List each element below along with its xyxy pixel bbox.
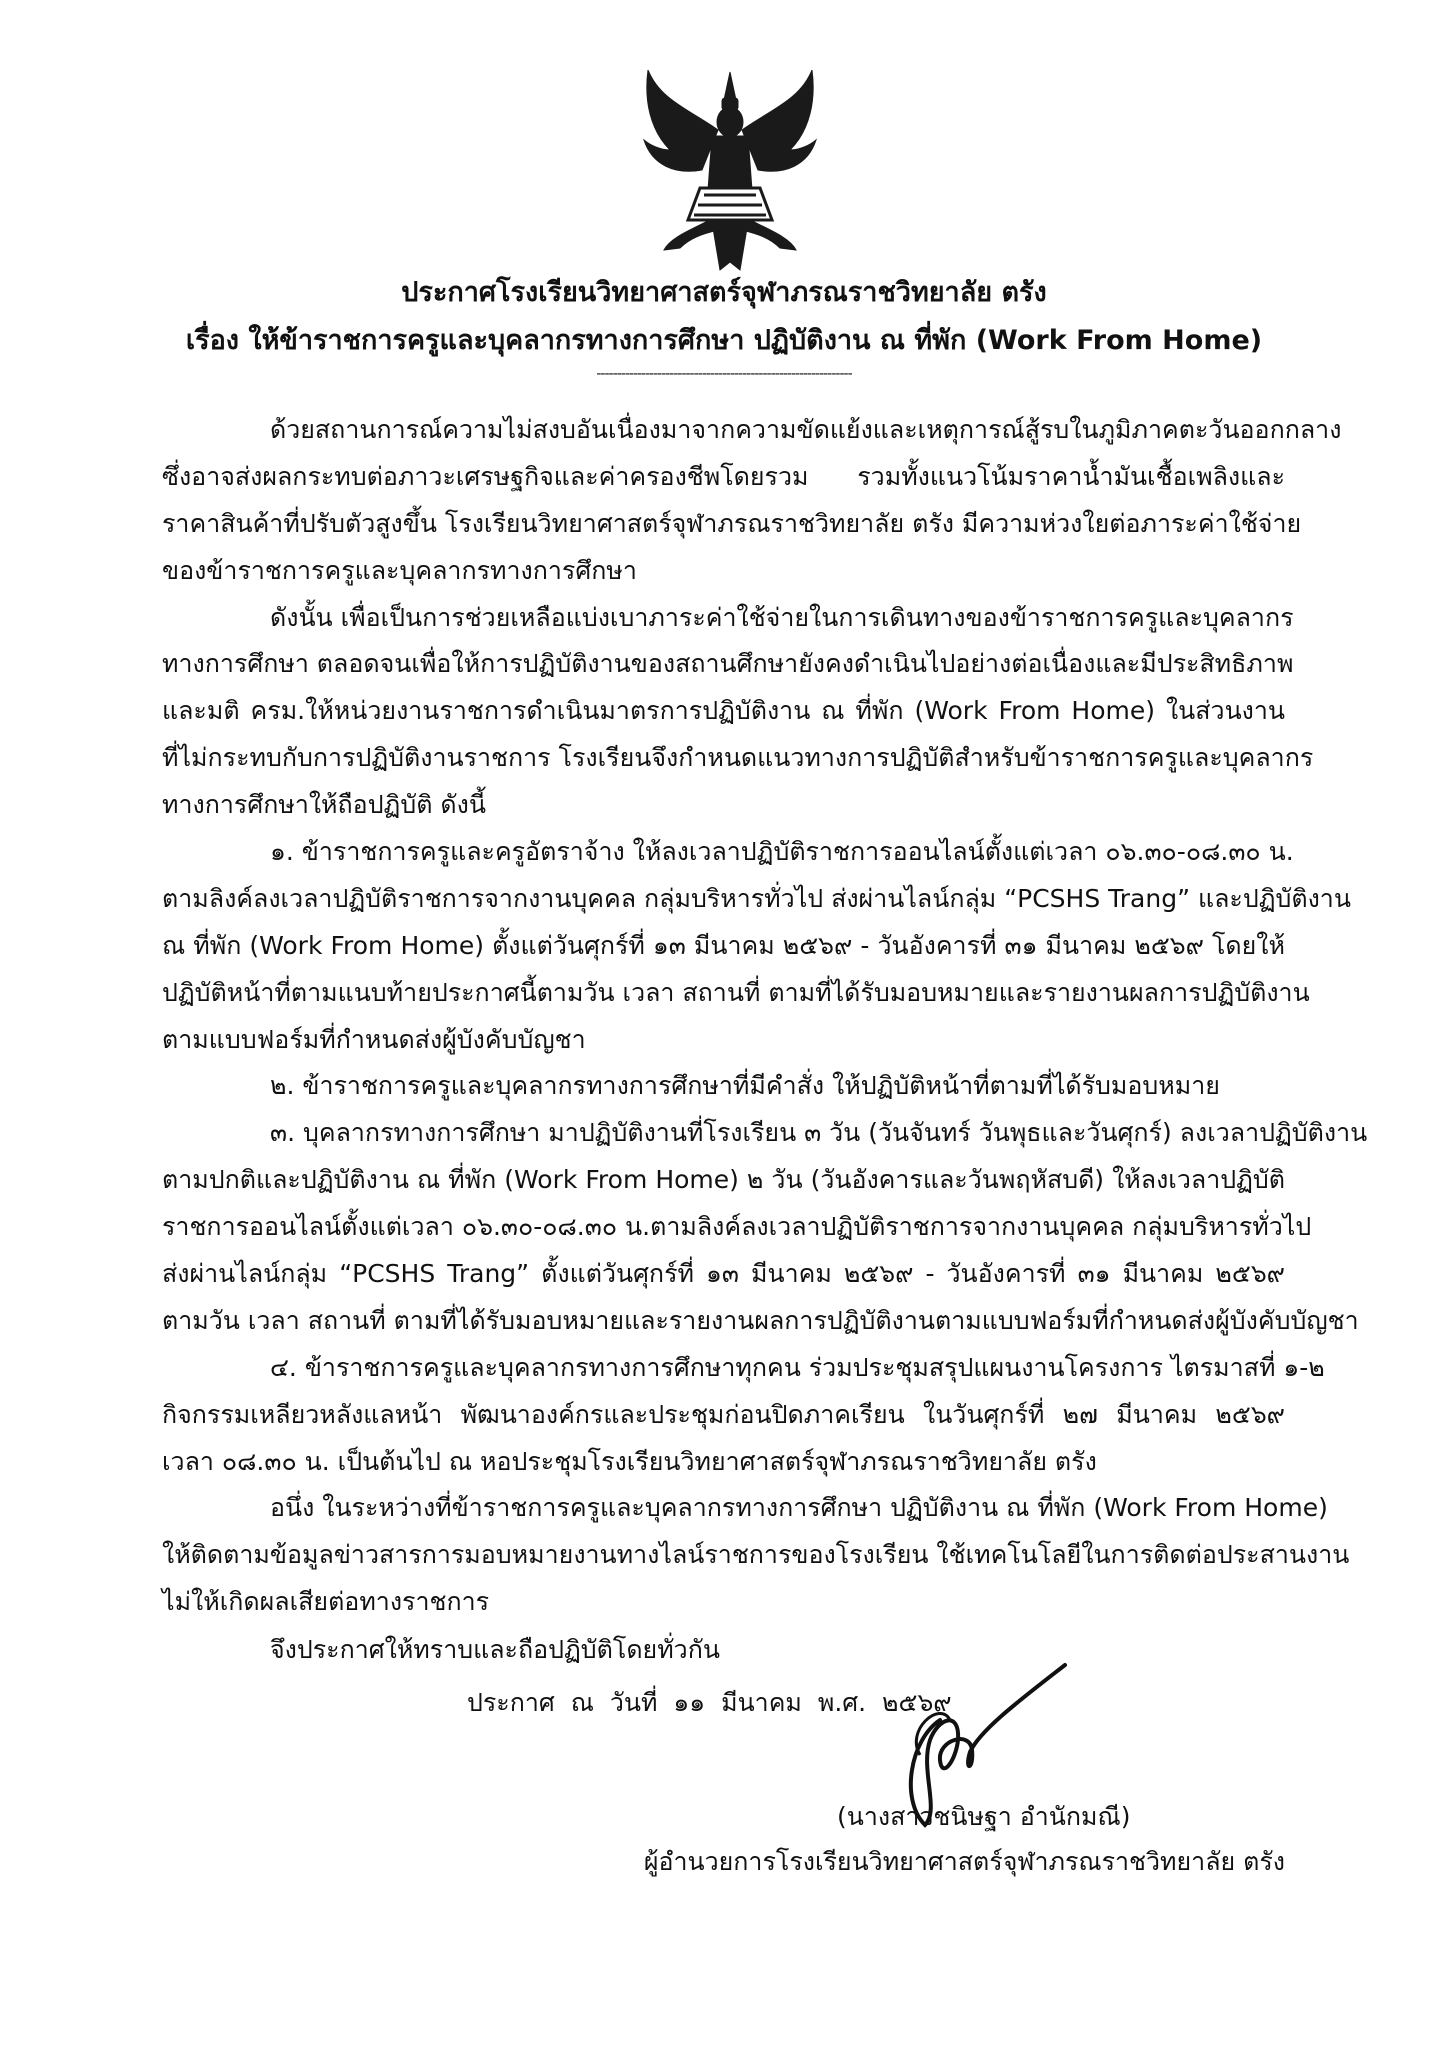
announcement-subject: เรื่อง ให้ข้าราชการครูและบุคลากรทางการศึกษา ปฏิบัติงาน ณ ที่พัก (Work From Home) xyxy=(185,325,1263,356)
body-line: ๓. บุคลากรทางการศึกษา มาปฏิบัติงานที่โรงเรียน ๓ วัน (วันจันทร์ วันพุธและวันศุกร์) ลงเวลาปฏิบัติงาน xyxy=(270,1118,1368,1148)
body-line: ตามปกติและปฏิบัติงาน ณ ที่พัก (Work From Home) ๒ วัน (วันอังคารและวันพฤหัสบดี) ให้ลงเวลาปฏิบัติ xyxy=(162,1165,1285,1195)
announcement-body xyxy=(162,407,1368,1626)
body-line: ราคาสินค้าที่ปรับตัวสูงขึ้น โรงเรียนวิทยาศาสตร์จุฬาภรณราชวิทยาลัย ตรัง มีความห่วงใยต่อภาระค่าใช้จ่าย xyxy=(162,508,1302,538)
garuda-emblem-icon xyxy=(640,70,820,275)
body-line: ไม่ให้เกิดผลเสียต่อทางราชการ xyxy=(162,1587,490,1617)
signer-position: ผู้อำนวยการโรงเรียนวิทยาศาสตร์จุฬาภรณราชวิทยาลัย ตรัง xyxy=(643,1847,1285,1876)
divider-line: --------------------------------------------------------------- xyxy=(596,366,852,382)
body-line: ๑. ข้าราชการครูและครูอัตราจ้าง ให้ลงเวลาปฏิบัติราชการออนไลน์ตั้งแต่เวลา ๐๖.๓๐-๐๘.๓๐ น. xyxy=(270,837,1294,867)
signer-name: (นางสาวชนิษฐา อำนักมณี) xyxy=(837,1802,1131,1831)
body-line: เวลา ๐๘.๓๐ น. เป็นต้นไป ณ หอประชุมโรงเรียนวิทยาศาสตร์จุฬาภรณราชวิทยาลัย ตรัง xyxy=(162,1446,1097,1476)
body-line: ๔. ข้าราชการครูและบุคลากรทางการศึกษาทุกคน ร่วมประชุมสรุปแผนงานโครงการ ไตรมาสที่ ๑-๒ xyxy=(270,1352,1325,1382)
body-line: ซึ่งอาจส่งผลกระทบต่อภาวะเศรษฐกิจและค่าครองชีพโดยรวม รวมทั้งแนวโน้มราคาน้ำมันเชื้อเพลิงและ xyxy=(162,461,1285,491)
body-line: ตามแบบฟอร์มที่กำหนดส่งผู้บังคับบัญชา xyxy=(162,1024,586,1054)
body-line: ราชการออนไลน์ตั้งแต่เวลา ๐๖.๓๐-๐๘.๓๐ น.ตามลิงค์ลงเวลาปฏิบัติราชการจากงานบุคคล กลุ่มบริหารทั่วไป xyxy=(162,1212,1312,1242)
body-line: ที่ไม่กระทบกับการปฏิบัติงานราชการ โรงเรียนจึงกำหนดแนวทางการปฏิบัติสำหรับข้าราชการครูและบุคลากร xyxy=(162,743,1314,773)
announcement-title: ประกาศโรงเรียนวิทยาศาสตร์จุฬาภรณราชวิทยาลัย ตรัง xyxy=(401,277,1047,308)
body-line: ตามลิงค์ลงเวลาปฏิบัติราชการจากงานบุคคล กลุ่มบริหารทั่วไป ส่งผ่านไลน์กลุ่ม “PCSHS Trang” และปฏิบัติงาน xyxy=(162,883,1351,913)
body-line: ให้ติดตามข้อมูลข่าวสารการมอบหมายงานทางไลน์ราชการของโรงเรียน ใช้เทคโนโลยีในการติดต่อประสานงาน xyxy=(162,1540,1350,1570)
body-line: กิจกรรมเหลียวหลังแลหน้า พัฒนาองค์กรและประชุมก่อนปิดภาคเรียน ในวันศุกร์ที่ ๒๗ มีนาคม ๒๕๖๙ xyxy=(162,1399,1285,1429)
body-line: ปฏิบัติหน้าที่ตามแนบท้ายประกาศนี้ตามวัน เวลา สถานที่ ตามที่ได้รับมอบหมายและรายงานผลการปฏิบัติงาน xyxy=(162,977,1310,1007)
closing-announce: จึงประกาศให้ทราบและถือปฏิบัติโดยทั่วกัน xyxy=(270,1635,720,1664)
body-line: ตามวัน เวลา สถานที่ ตามที่ได้รับมอบหมายและรายงานผลการปฏิบัติงานตามแบบฟอร์มที่กำหนดส่งผู้บังคับบัญชา xyxy=(162,1305,1359,1335)
body-line: ทางการศึกษา ตลอดจนเพื่อให้การปฏิบัติงานของสถานศึกษายังคงดำเนินไปอย่างต่อเนื่องและมีประสิทธิภาพ xyxy=(162,649,1294,679)
body-line: อนึ่ง ในระหว่างที่ข้าราชการครูและบุคลากรทางการศึกษา ปฏิบัติงาน ณ ที่พัก (Work From Home) xyxy=(270,1493,1328,1523)
body-line: ๒. ข้าราชการครูและบุคลากรทางการศึกษาที่มีคำสั่ง ให้ปฏิบัติหน้าที่ตามที่ได้รับมอบหมาย xyxy=(270,1071,1220,1101)
body-line: ดังนั้น เพื่อเป็นการช่วยเหลือแบ่งเบาภาระค่าใช้จ่ายในการเดินทางของข้าราชการครูและบุคลากร xyxy=(270,602,1294,632)
body-line: และมติ ครม.ให้หน่วยงานราชการดำเนินมาตรการปฏิบัติงาน ณ ที่พัก (Work From Home) ในส่วนงาน xyxy=(162,696,1285,726)
body-line: ทางการศึกษาให้ถือปฏิบัติ ดังนี้ xyxy=(162,790,486,820)
body-line: ของข้าราชการครูและบุคลากรทางการศึกษา xyxy=(162,555,637,585)
body-line: ด้วยสถานการณ์ความไม่สงบอันเนื่องมาจากความขัดแย้งและเหตุการณ์สู้รบในภูมิภาคตะวันออกกลาง xyxy=(270,415,1342,444)
body-line: ณ ที่พัก (Work From Home) ตั้งแต่วันศุกร์ที่ ๑๓ มีนาคม ๒๕๖๙ - วันอังคารที่ ๓๑ มีนาคม ๒๕๖๙ โดยให้ xyxy=(162,930,1285,960)
body-line: ส่งผ่านไลน์กลุ่ม “PCSHS Trang” ตั้งแต่วันศุกร์ที่ ๑๓ มีนาคม ๒๕๖๙ - วันอังคารที่ ๓๑ มีนาคม ๒๕๖๙ xyxy=(162,1259,1285,1289)
announcement-date: ประกาศ ณ วันที่ ๑๑ มีนาคม พ.ศ. ๒๕๖๙ xyxy=(467,1688,952,1717)
